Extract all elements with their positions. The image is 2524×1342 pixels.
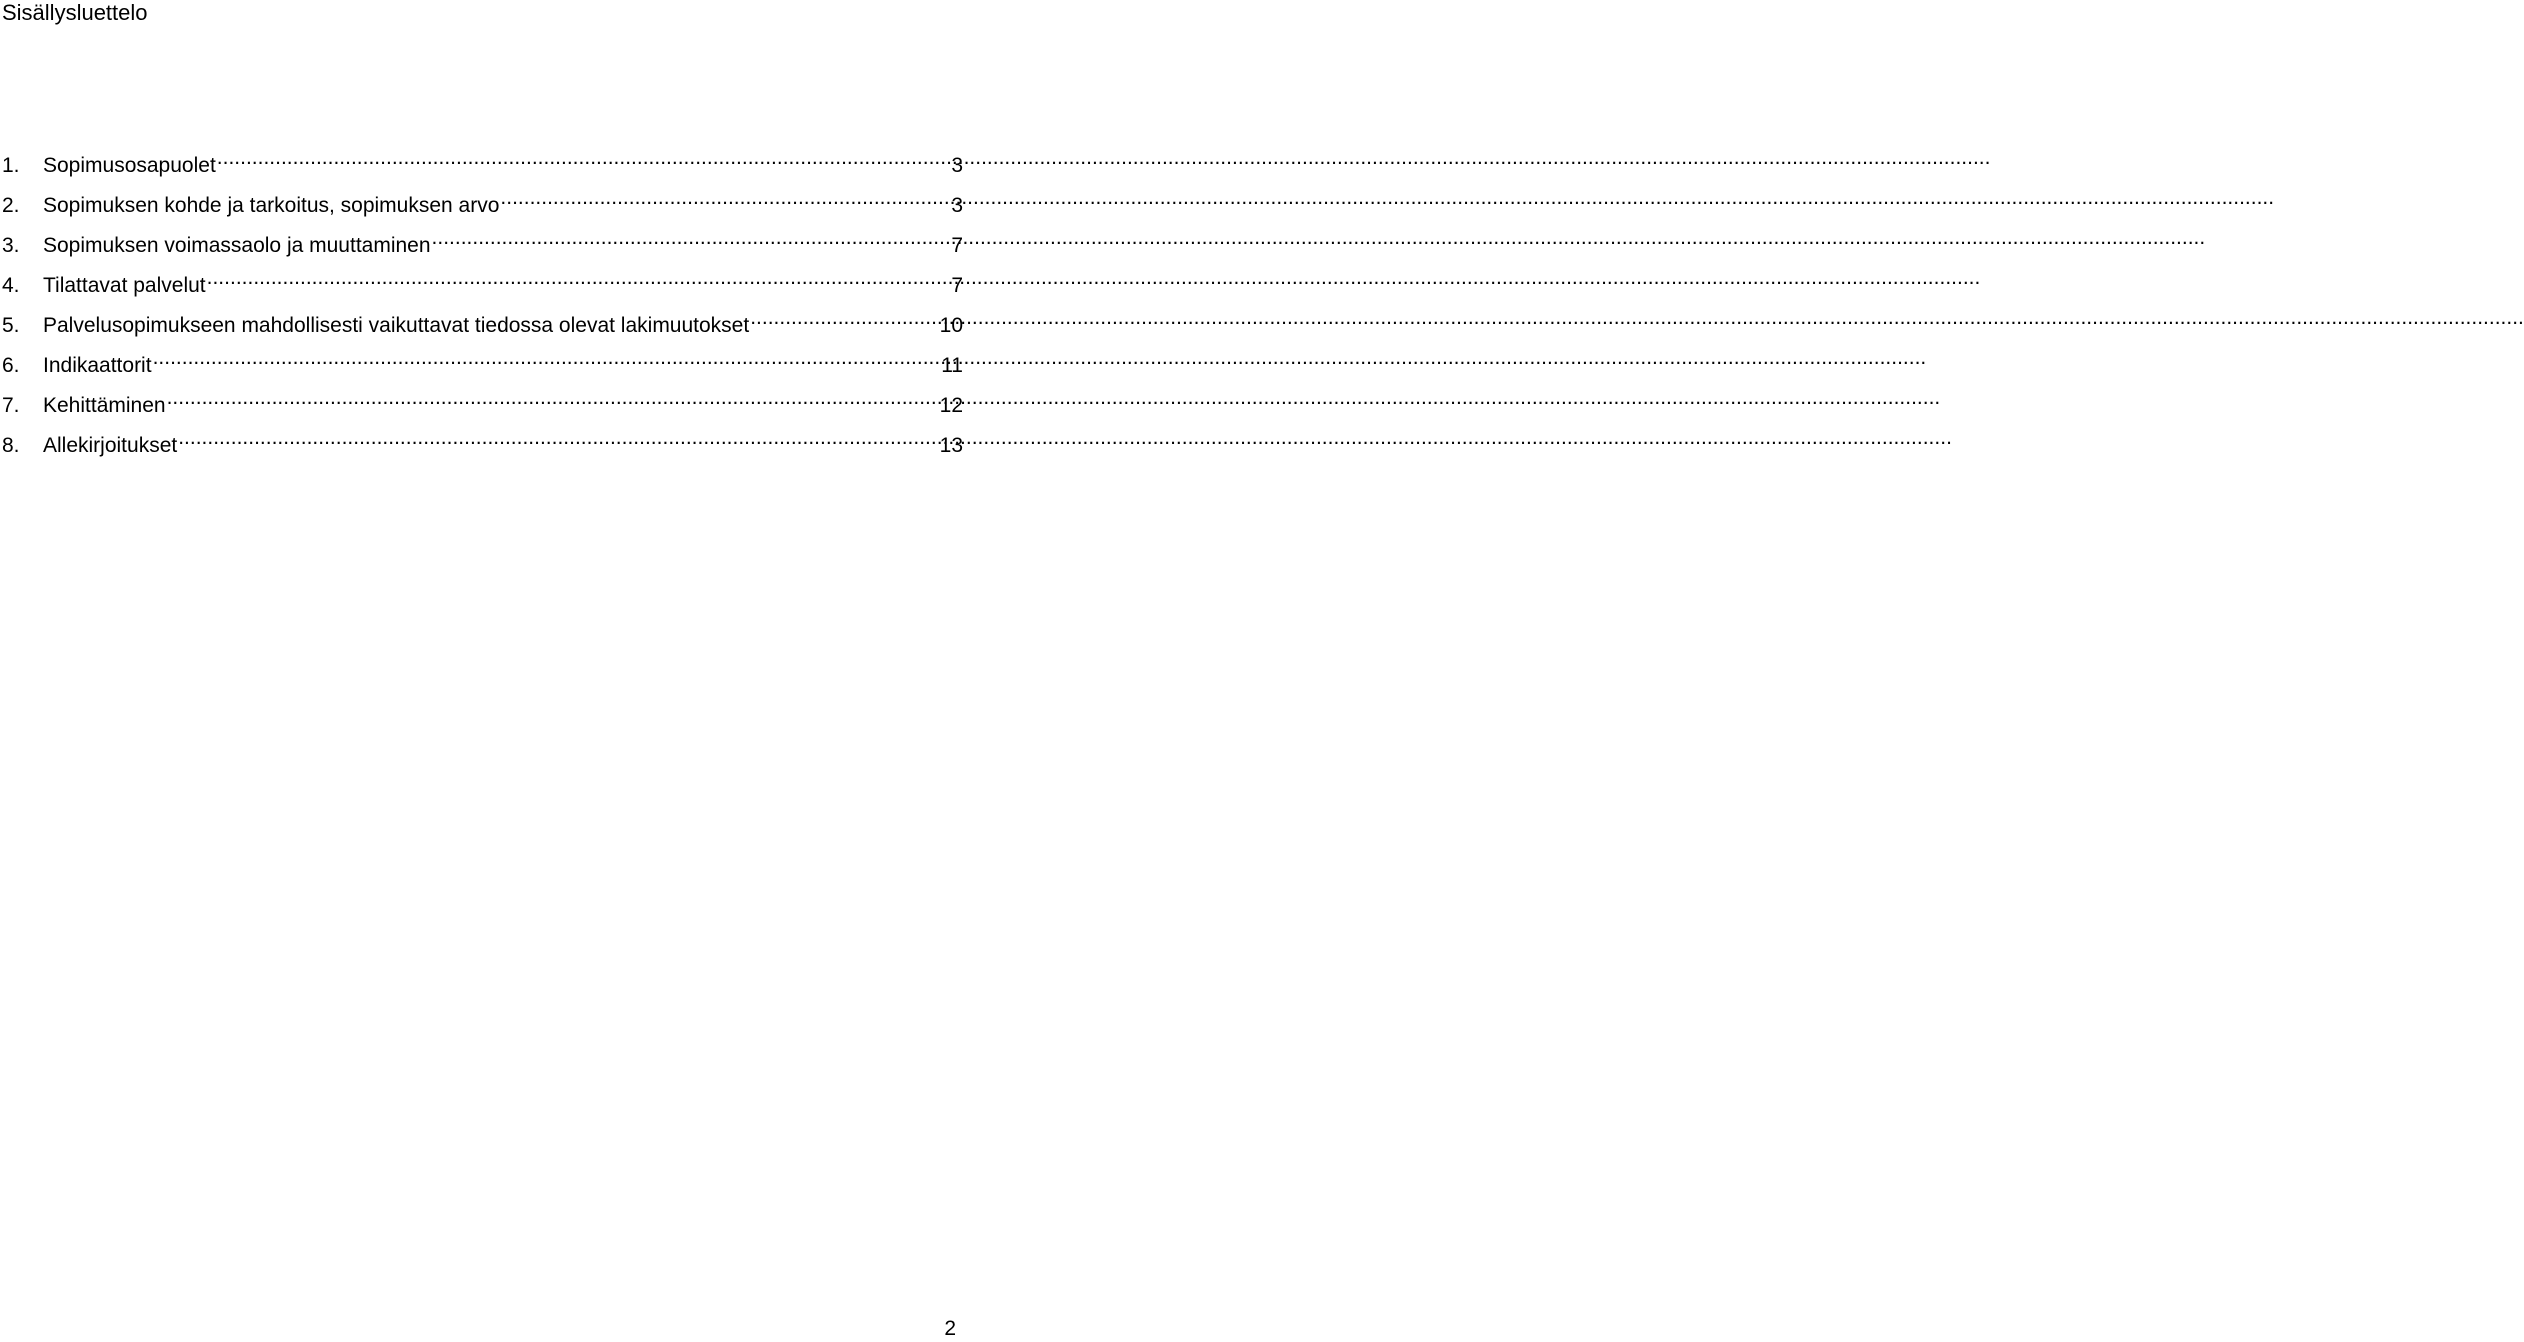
toc-entry-title[interactable]: Indikaattorit [43,354,152,377]
page-number: 2 [944,1317,956,1340]
toc-entry-title[interactable]: Palvelusopimukseen mahdollisesti vaikuttavat tiedossa olevat lakimuutokset [43,314,750,337]
toc-dot-leader [500,184,928,212]
toc-entry-number: 1. [2,154,20,177]
toc-entry-2[interactable] [2,184,963,224]
toc-dot-leader [750,304,928,332]
toc-entry-title[interactable]: Sopimusosapuolet [43,154,216,177]
toc-entry-title[interactable]: Sopimuksen kohde ja tarkoitus, sopimuksen arvo [43,194,500,217]
toc-entry-8[interactable] [2,424,963,464]
toc-dot-leader [167,384,928,412]
toc-dot-leader [217,144,928,172]
toc-entry-number: 3. [2,234,20,257]
toc-dot-leader [207,264,928,292]
toc-entry-5[interactable] [2,304,963,344]
table-of-contents [2,144,963,464]
toc-entry-7[interactable] [2,384,963,424]
toc-entry-6[interactable] [2,344,963,384]
toc-entry-page[interactable]: 7 [951,234,963,257]
toc-entry-number: 7. [2,394,20,417]
toc-entry-number: 4. [2,274,20,297]
toc-entry-title[interactable]: Kehittäminen [43,394,166,417]
toc-entry-page[interactable]: 13 [939,434,963,457]
toc-entry-number: 2. [2,194,20,217]
toc-entry-number: 8. [2,434,20,457]
toc-entry-4[interactable] [2,264,963,304]
toc-entry-title[interactable]: Tilattavat palvelut [43,274,206,297]
toc-entry-page[interactable]: 3 [951,154,963,177]
toc-entry-3[interactable] [2,224,963,264]
toc-entry-1[interactable] [2,144,963,184]
toc-entry-page[interactable]: 3 [951,194,963,217]
toc-entry-page[interactable]: 11 [941,354,963,377]
toc-dot-leader [432,224,928,252]
toc-entry-number: 6. [2,354,20,377]
toc-entry-title[interactable]: Allekirjoitukset [43,434,178,457]
toc-entry-page[interactable]: 12 [939,394,963,417]
toc-entry-page[interactable]: 10 [939,314,963,337]
toc-dot-leader [153,344,928,372]
toc-heading: Sisällysluettelo [2,0,148,25]
toc-dot-leader [178,424,928,452]
toc-entry-number: 5. [2,314,20,337]
toc-entry-page[interactable]: 7 [951,274,963,297]
toc-entry-title[interactable]: Sopimuksen voimassaolo ja muuttaminen [43,234,431,257]
